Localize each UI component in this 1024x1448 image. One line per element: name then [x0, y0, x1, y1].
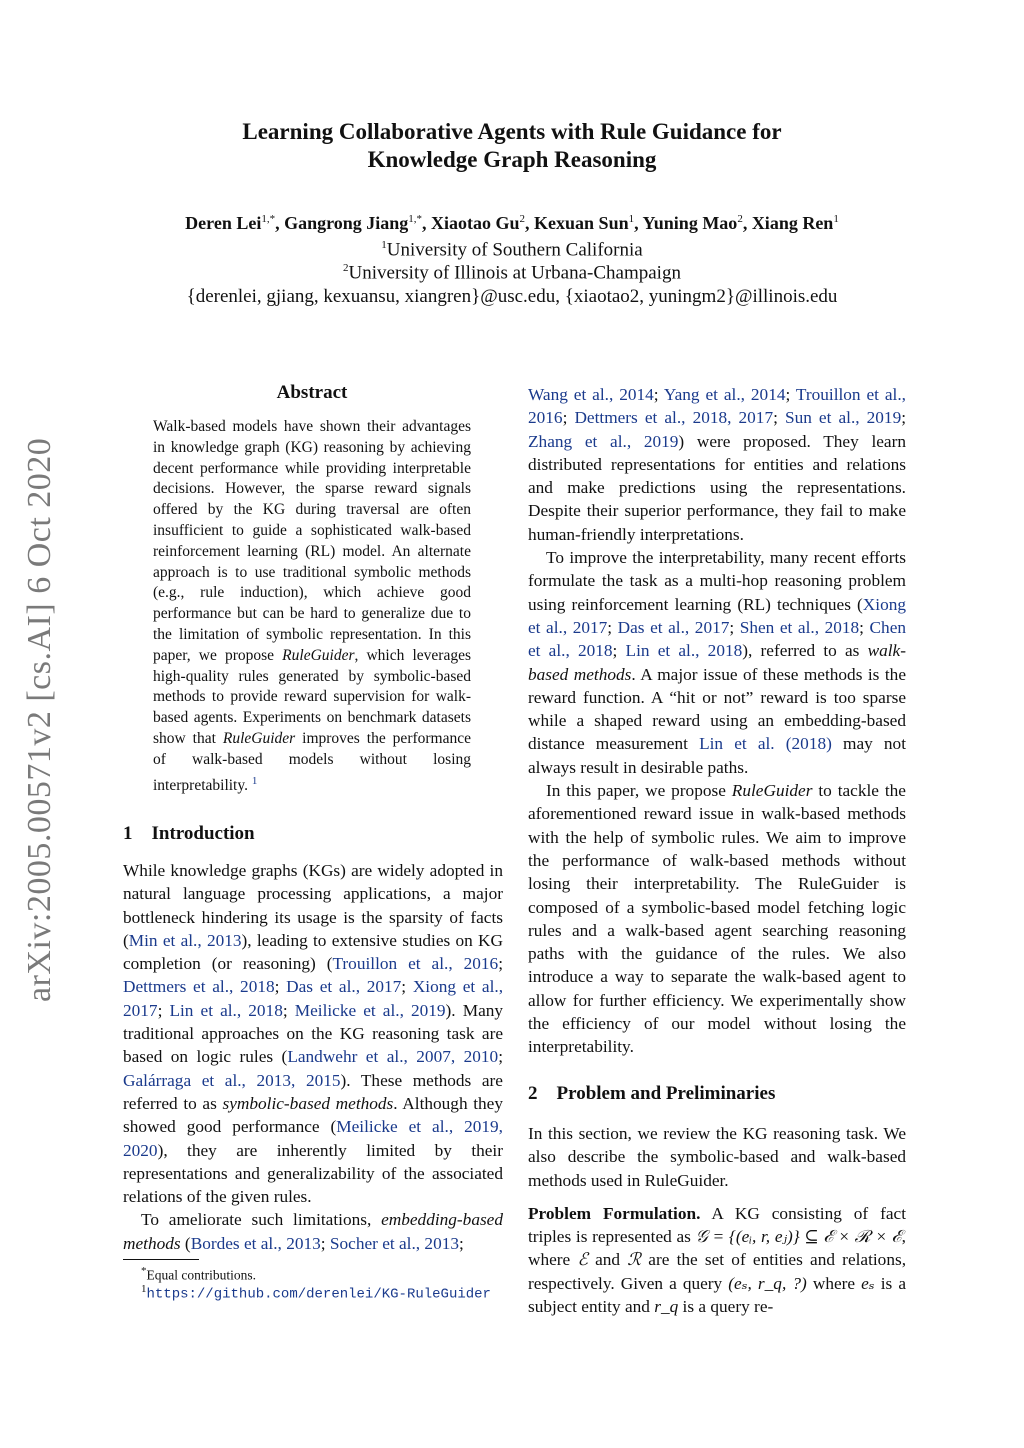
citation[interactable]: Zhang et al., 2019: [528, 431, 679, 451]
citation[interactable]: Landwehr et al., 2007, 2010: [287, 1047, 499, 1067]
paper-title: [0, 118, 1024, 174]
citation[interactable]: Meilicke et al., 2019: [294, 1000, 446, 1020]
citation[interactable]: Chen et al., 2018: [528, 617, 907, 661]
citation[interactable]: Wang et al., 2014: [528, 385, 654, 404]
citation[interactable]: Das et al., 2017: [286, 977, 402, 997]
citation[interactable]: Shen et al., 2018: [739, 617, 860, 637]
intro-paragraph-1: While knowledge graphs (KGs) are widely adopted in natural language processing applications, a major bottleneck hindering its usage is the sparsity of facts (Min et al., 2013), leading to extensive studies on KG completion (or reasoning) (Trouillon et al., 2016; Dettmers et al., 2018; Das et al., 2017; Xiong et al., 2017; Lin et al., 2018; Meilicke et al., 2019). Many traditional approaches on the KG reasoning task are based on logic rules (Landwehr et al., 2007, 2010; Galárraga et al., 2013, 2015). These methods are referred to as symbolic-based methods. Although they showed good performance (Meilicke et al., 2019, 2020), they are inherently limited by their representations and generalizability of the associated relations of the given rules.: [123, 861, 504, 1207]
intro-paragraph-3: To improve the interpretability, many recent efforts formulate the task as a multi-hop reasoning problem using reinforcement learning (RL) techniques (Xiong et al., 2017; Das et al., 2017; Shen et al., 2018; Chen et al., 2018; Lin et al., 2018), referred to as walk-based methods. A major issue of these methods is the reward function. A “hit or not” reward is too sparse while a shaped reward using an embedding-based distance measurement Lin et al. (2018) may not always result in desirable paths.: [528, 548, 907, 777]
abstract-text: Walk-based models have shown their advantages in knowledge graph (KG) reasoning by achieving decent performance while providing interpretable decisions. However, the sparse reward signals offered by the KG during traversal are often insufficient to guide a sophisticated walk-based reinforcement learning (RL) model. An alternate approach is to use traditional symbolic methods (e.g., rule induction), which achieve good performance but can be hard to generalize due to the limitation of symbolic representation. In this paper, we propose RuleGuider, which leverages high-quality rules generated by symbolic-based methods to provide reward supervision for walk-based agents. Experiments on benchmark datasets show that RuleGuider improves the performance of walk-based models without losing interpretability. $^1$: [153, 418, 471, 794]
code-url-link[interactable]: https://github.com/derenlei/KG-RuleGuider: [146, 1286, 491, 1303]
citation[interactable]: Trouillon et al., 2016: [528, 385, 906, 428]
citation[interactable]: Bordes et al., 2013: [190, 1233, 321, 1253]
author: Gangrong Jiang$^{1,*}$: [284, 213, 423, 233]
author: Deren Lei$^{1,*}$: [185, 213, 276, 233]
author: Kexuan Sun$^1$: [534, 213, 635, 233]
intro-right-column: [528, 383, 906, 1059]
citation[interactable]: Lin et al., 2018: [625, 641, 743, 661]
title-line-1: Learning Collaborative Agents with Rule Guidance for: [242, 119, 782, 144]
citation[interactable]: Das et al., 2017: [617, 617, 730, 637]
intro-paragraph-2-cont: Wang et al., 2014; Yang et al., 2014; Trouillon et al., 2016; Dettmers et al., 2018, 2017; Sun et al., 2019; Zhang et al., 2019) were proposed. They learn distributed representations for entities and relations and make predictions using the representations. Despite their superior performance, they fail to make human-friendly interpretations.: [528, 385, 907, 544]
author-list: Deren Lei$^{1,*}$, Gangrong Jiang$^{1,*}$, Xiaotao Gu$^2$, Kexuan Sun$^1$, Yuning Mao$^2$, Xiang Ren$^1$: [185, 213, 839, 233]
citation[interactable]: Meilicke et al., 2019, 2020: [123, 1117, 503, 1160]
intro-paragraph-2: To ameliorate such limitations, embedding-based methods (Bordes et al., 2013; Socher et al., 2013;: [123, 1210, 503, 1253]
author: Xiaotao Gu$^2$: [431, 213, 526, 233]
citation[interactable]: Dettmers et al., 2018: [123, 977, 275, 997]
section-heading-problem: 2 Problem and Preliminaries: [528, 1083, 776, 1104]
citation[interactable]: Xiong et al., 2017: [123, 977, 504, 1020]
intro-left-column: [123, 859, 503, 1255]
footnote-equal-contribution: *Equal contributions.: [141, 1265, 256, 1283]
title-line-2: Knowledge Graph Reasoning: [367, 147, 657, 172]
section2-text: [528, 1122, 906, 1318]
author: Xiang Ren$^1$: [751, 213, 839, 233]
section-heading-introduction: 1 Introduction: [123, 823, 255, 844]
citation[interactable]: Dettmers et al., 2018, 2017: [574, 408, 774, 428]
abstract-heading: Abstract: [276, 382, 348, 403]
author-emails: {derenlei, gjiang, kexuansu, xiangren}@usc.edu, {xiaotao2, yuningm2}@illinois.edu: [186, 286, 838, 307]
citation[interactable]: Yang et al., 2014: [663, 385, 786, 404]
footnote-ref[interactable]: 1: [251, 774, 258, 787]
author: Yuning Mao$^2$: [642, 213, 743, 233]
citation[interactable]: Socher et al., 2013: [329, 1233, 459, 1253]
arxiv-identifier: arXiv:2005.00571v2 [cs.AI] 6 Oct 2020: [21, 437, 58, 1002]
citation[interactable]: Xiong et al., 2017: [528, 594, 906, 637]
affiliation-1: $^1$University of Southern California: [381, 239, 643, 261]
problem-formulation-paragraph: Problem Formulation. A KG consisting of fact triples is represented as 𝒢 = {(eᵢ, r, eⱼ)} ⊆ ℰ × ℛ × ℰ, where ℰ and ℛ are the set of entities and relations, respectively. Given a query (eₛ, r_q, ?) where eₛ is a subject entity and r_q is a query re-: [528, 1203, 907, 1317]
citation[interactable]: Trouillon et al., 2016: [332, 954, 499, 974]
affiliation-2: $^2$University of Illinois at Urbana-Champaign: [343, 262, 681, 284]
citation[interactable]: Lin et al., 2018: [169, 1000, 283, 1020]
citation[interactable]: Lin et al. (2018): [699, 734, 832, 754]
citation[interactable]: Galárraga et al., 2013, 2015: [123, 1070, 341, 1090]
section2-paragraph-1: In this section, we review the KG reasoning task. We also describe the symbolic-based and walk-based methods used in RuleGuider.: [528, 1124, 906, 1190]
footnote-divider: [123, 1259, 199, 1260]
footnote-code-link: $^1$https://github.com/derenlei/KG-RuleGuider: [141, 1283, 491, 1303]
intro-paragraph-4: In this paper, we propose RuleGuider to tackle the aforementioned reward issue in walk-based methods with the help of symbolic rules. We aim to improve the performance of walk-based methods without losing their interpretability. The RuleGuider is composed of a symbolic-based model fetching logic rules and a walk-based agent searching reasoning paths with the guidance of the rules. We also introduce a way to separate the walk-based agent to allow for further efficiency. We experimentally show the efficiency of our model without losing the interpretability.: [528, 781, 906, 1057]
citation[interactable]: Min et al., 2013: [128, 930, 242, 950]
citation[interactable]: Sun et al., 2019: [784, 408, 902, 428]
